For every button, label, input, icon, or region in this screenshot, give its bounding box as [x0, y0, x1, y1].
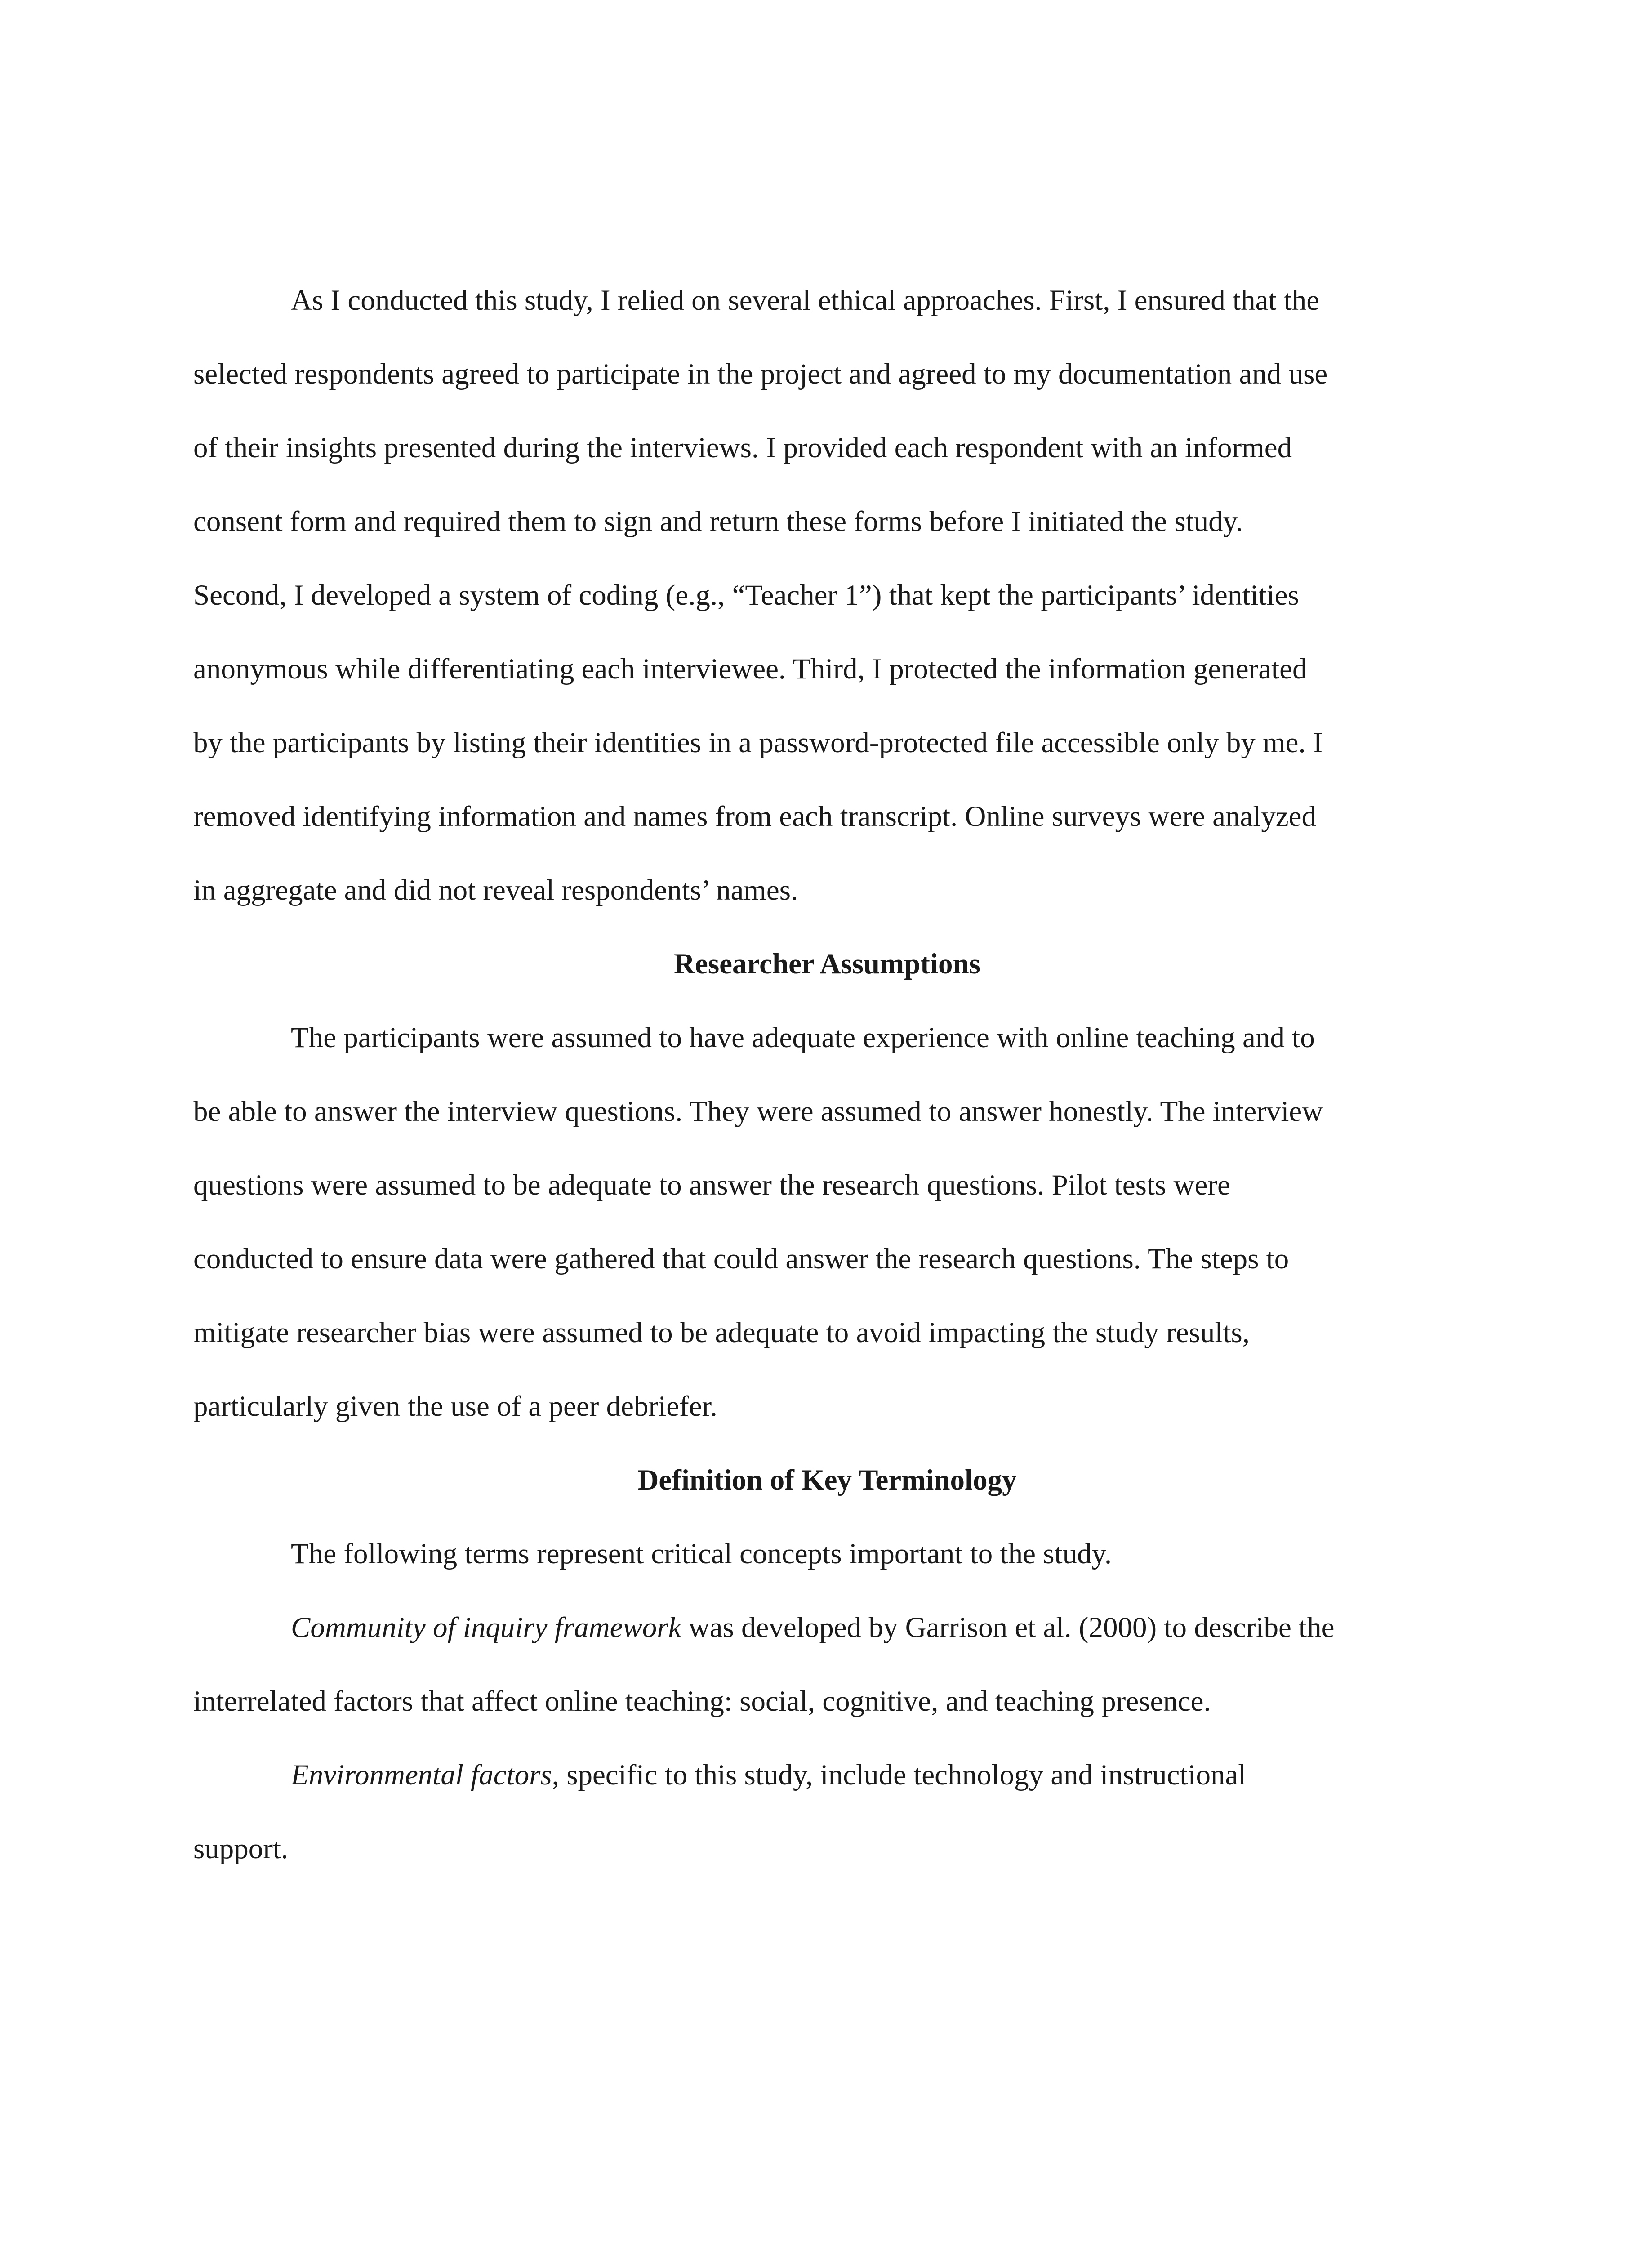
section-heading-key-terminology: Definition of Key Terminology [637, 1464, 1017, 1496]
paragraph-terms-intro: The following terms represent critical concepts important to the study. [291, 1538, 1112, 1570]
page-body [193, 286, 1461, 1908]
paragraph-assumptions-line: The participants were assumed to have adequate experience with online teaching and to [291, 1021, 1315, 1054]
paragraph-ethics-line: in aggregate and did not reveal respondents’ names. [193, 874, 798, 906]
term-community-of-inquiry: Community of inquiry framework [291, 1611, 681, 1644]
paragraph-assumptions-line: particularly given the use of a peer debriefer. [193, 1390, 717, 1423]
definition-text: was developed by Garrison et al. (2000) to describe the [681, 1611, 1335, 1644]
definition-community-of-inquiry-line: interrelated factors that affect online teaching: social, cognitive, and teaching presence. [193, 1685, 1211, 1717]
term-environmental-factors: Environmental factors [291, 1759, 552, 1791]
paragraph-ethics-line: Second, I developed a system of coding (e.g., “Teacher 1”) that kept the participants’ identities [193, 579, 1299, 611]
definition-environmental-factors-line: support. [193, 1833, 289, 1865]
paragraph-assumptions-line: questions were assumed to be adequate to answer the research questions. Pilot tests were [193, 1169, 1230, 1201]
paragraph-ethics-line: by the participants by listing their identities in a password-protected file accessible only by me. I [193, 727, 1323, 759]
section-heading-researcher-assumptions: Researcher Assumptions [674, 948, 980, 980]
paragraph-ethics-line: removed identifying information and names from each transcript. Online surveys were analyzed [193, 800, 1317, 833]
paragraph-assumptions-line: conducted to ensure data were gathered that could answer the research questions. The steps to [193, 1243, 1289, 1275]
paragraph-ethics-line: anonymous while differentiating each interviewee. Third, I protected the information generated [193, 653, 1307, 685]
paragraph-ethics-line: As I conducted this study, I relied on several ethical approaches. First, I ensured that the [291, 284, 1320, 317]
paragraph-assumptions-line: mitigate researcher bias were assumed to be adequate to avoid impacting the study results, [193, 1316, 1250, 1349]
paragraph-ethics-line: of their insights presented during the interviews. I provided each respondent with an informed [193, 432, 1292, 464]
paragraph-ethics-line: selected respondents agreed to participate in the project and agreed to my documentation and use [193, 358, 1328, 390]
definition-community-of-inquiry-line [193, 1613, 1461, 1687]
paragraph-assumptions-line: be able to answer the interview questions. They were assumed to answer honestly. The interview [193, 1095, 1323, 1128]
paragraph-ethics-line: consent form and required them to sign and return these forms before I initiated the study. [193, 505, 1243, 538]
definition-text: , specific to this study, include technology and instructional [552, 1759, 1247, 1791]
definition-environmental-factors-line [193, 1761, 1461, 1834]
